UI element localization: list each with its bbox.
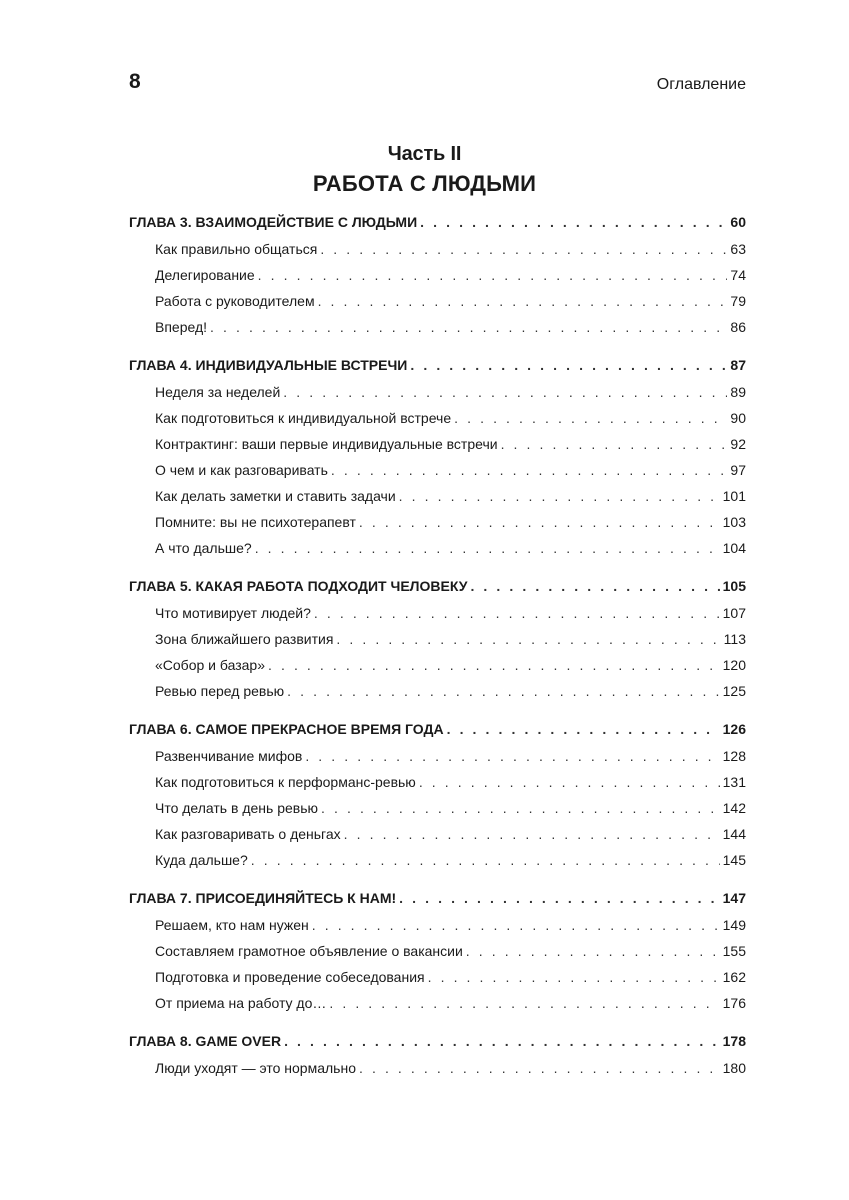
dot-leader xyxy=(336,626,720,652)
chapter-entry[interactable] xyxy=(129,884,746,912)
section-page: 180 xyxy=(722,1060,746,1076)
section-page: 79 xyxy=(730,293,746,309)
section-entry[interactable] xyxy=(129,535,746,561)
dot-leader xyxy=(419,769,720,795)
part-label: Часть II xyxy=(387,143,462,165)
section-entry[interactable] xyxy=(129,678,746,704)
section-entry[interactable] xyxy=(129,769,746,795)
section-entry[interactable] xyxy=(129,990,746,1016)
dot-leader xyxy=(447,715,720,743)
chapter-page: 87 xyxy=(730,357,746,373)
section-entry[interactable] xyxy=(129,938,746,964)
dot-leader xyxy=(331,457,728,483)
section-page: 144 xyxy=(722,826,746,842)
dot-leader xyxy=(420,208,727,236)
chapter-block xyxy=(129,715,746,873)
section-entry[interactable] xyxy=(129,236,746,262)
chapter-title: ГЛАВА 6. САМОЕ ПРЕКРАСНОЕ ВРЕМЯ ГОДА xyxy=(129,721,444,737)
dot-leader xyxy=(359,509,720,535)
section-entry[interactable] xyxy=(129,795,746,821)
section-entry[interactable] xyxy=(129,379,746,405)
chapter-title: ГЛАВА 3. ВЗАИМОДЕЙСТВИЕ С ЛЮДЬМИ xyxy=(129,214,418,230)
page-number: 8 xyxy=(129,70,142,93)
section-title: Делегирование xyxy=(155,267,255,283)
chapter-entry[interactable] xyxy=(129,1027,746,1055)
section-entry[interactable] xyxy=(129,964,746,990)
dot-leader xyxy=(312,912,720,938)
section-page: 90 xyxy=(730,410,746,426)
section-title: Работа с руководителем xyxy=(155,293,315,309)
chapter-entry[interactable] xyxy=(129,208,746,236)
chapter-page: 60 xyxy=(730,214,746,230)
section-title: Неделя за неделей xyxy=(155,384,281,400)
section-entry[interactable] xyxy=(129,509,746,535)
section-page: 155 xyxy=(722,943,746,959)
section-page: 92 xyxy=(730,436,746,452)
chapter-title: ГЛАВА 8. GAME OVER xyxy=(129,1033,282,1049)
section-title: Как разговаривать о деньгах xyxy=(155,826,341,842)
section-title: А что дальше? xyxy=(155,540,252,556)
section-page: 113 xyxy=(723,631,746,647)
chapter-page: 178 xyxy=(722,1033,746,1049)
dot-leader xyxy=(501,431,728,457)
dot-leader xyxy=(410,351,727,379)
section-entry[interactable] xyxy=(129,314,746,340)
chapter-block xyxy=(129,572,746,704)
chapter-block xyxy=(129,351,746,561)
running-head: Оглавление xyxy=(656,76,746,93)
section-page: 162 xyxy=(722,969,746,985)
section-entry[interactable] xyxy=(129,743,746,769)
section-title: Люди уходят — это нормально xyxy=(155,1060,356,1076)
section-page: 104 xyxy=(722,540,746,556)
section-title: Как правильно общаться xyxy=(155,241,318,257)
section-entry[interactable] xyxy=(129,1055,746,1081)
section-page: 107 xyxy=(722,605,746,621)
dot-leader xyxy=(268,652,720,678)
section-page: 101 xyxy=(722,488,746,504)
section-entry[interactable] xyxy=(129,288,746,314)
dot-leader xyxy=(399,884,719,912)
section-page: 89 xyxy=(730,384,746,400)
section-entry[interactable] xyxy=(129,652,746,678)
section-title: Составляем грамотное объявление о вакансии xyxy=(155,943,463,959)
dot-leader xyxy=(258,262,728,288)
dot-leader xyxy=(210,314,727,340)
table-of-contents xyxy=(129,208,746,1092)
chapter-page: 105 xyxy=(722,578,746,594)
section-entry[interactable] xyxy=(129,262,746,288)
section-title: Зона ближайшего развития xyxy=(155,631,334,647)
dot-leader xyxy=(329,990,719,1016)
dot-leader xyxy=(321,795,720,821)
dot-leader xyxy=(305,743,719,769)
section-title: Ревью перед ревью xyxy=(155,683,285,699)
section-page: 128 xyxy=(722,748,746,764)
dot-leader xyxy=(470,572,719,600)
chapter-title: ГЛАВА 4. ИНДИВИДУАЛЬНЫЕ ВСТРЕЧИ xyxy=(129,357,408,373)
section-page: 63 xyxy=(730,241,746,257)
part-name: РАБОТА С ЛЮДЬМИ xyxy=(312,171,537,196)
section-title: О чем и как разговаривать xyxy=(155,462,328,478)
section-title: Что мотивирует людей? xyxy=(155,605,311,621)
section-entry[interactable] xyxy=(129,431,746,457)
dot-leader xyxy=(320,236,727,262)
section-entry[interactable] xyxy=(129,405,746,431)
section-title: Контрактинг: ваши первые индивидуальные встречи xyxy=(155,436,498,452)
dot-leader xyxy=(359,1055,720,1081)
section-title: Решаем, кто нам нужен xyxy=(155,917,309,933)
dot-leader xyxy=(399,483,720,509)
section-title: Подготовка и проведение собеседования xyxy=(155,969,425,985)
section-page: 125 xyxy=(722,683,746,699)
chapter-page: 126 xyxy=(722,721,746,737)
chapter-block xyxy=(129,1027,746,1081)
section-title: Как подготовиться к перформанс-ревью xyxy=(155,774,416,790)
dot-leader xyxy=(314,600,720,626)
chapter-block xyxy=(129,208,746,340)
section-entry[interactable] xyxy=(129,457,746,483)
section-page: 86 xyxy=(730,319,746,335)
section-title: Помните: вы не психотерапевт xyxy=(155,514,356,530)
section-page: 145 xyxy=(722,852,746,868)
chapter-entry[interactable] xyxy=(129,351,746,379)
dot-leader xyxy=(251,847,720,873)
section-title: Что делать в день ревью xyxy=(155,800,318,816)
chapter-block xyxy=(129,884,746,1016)
dot-leader xyxy=(466,938,720,964)
section-page: 74 xyxy=(730,267,746,283)
section-page: 142 xyxy=(722,800,746,816)
section-title: «Собор и базар» xyxy=(155,657,265,673)
dot-leader xyxy=(287,678,720,704)
section-entry[interactable] xyxy=(129,626,746,652)
chapter-entry[interactable] xyxy=(129,715,746,743)
chapter-title: ГЛАВА 5. КАКАЯ РАБОТА ПОДХОДИТ ЧЕЛОВЕКУ xyxy=(129,578,468,594)
section-entry[interactable] xyxy=(129,600,746,626)
dot-leader xyxy=(344,821,720,847)
section-title: Как подготовиться к индивидуальной встрече xyxy=(155,410,452,426)
part-title xyxy=(0,144,849,195)
dot-leader xyxy=(255,535,720,561)
dot-leader xyxy=(428,964,720,990)
section-entry[interactable] xyxy=(129,821,746,847)
section-page: 176 xyxy=(722,995,746,1011)
section-entry[interactable] xyxy=(129,847,746,873)
dot-leader xyxy=(284,1027,720,1055)
dot-leader xyxy=(318,288,728,314)
section-title: Вперед! xyxy=(155,319,208,335)
section-title: Как делать заметки и ставить задачи xyxy=(155,488,396,504)
section-title: Развенчивание мифов xyxy=(155,748,303,764)
section-page: 131 xyxy=(722,774,746,790)
chapter-title: ГЛАВА 7. ПРИСОЕДИНЯЙТЕСЬ К НАМ! xyxy=(129,890,397,906)
dot-leader xyxy=(283,379,727,405)
section-page: 103 xyxy=(722,514,746,530)
chapter-page: 147 xyxy=(722,890,746,906)
section-entry[interactable] xyxy=(129,912,746,938)
section-page: 120 xyxy=(722,657,746,673)
section-entry[interactable] xyxy=(129,483,746,509)
section-title: Куда дальше? xyxy=(155,852,248,868)
section-page: 149 xyxy=(722,917,746,933)
section-page: 97 xyxy=(730,462,746,478)
section-title: От приема на работу до… xyxy=(155,995,327,1011)
chapter-entry[interactable] xyxy=(129,572,746,600)
dot-leader xyxy=(454,405,727,431)
